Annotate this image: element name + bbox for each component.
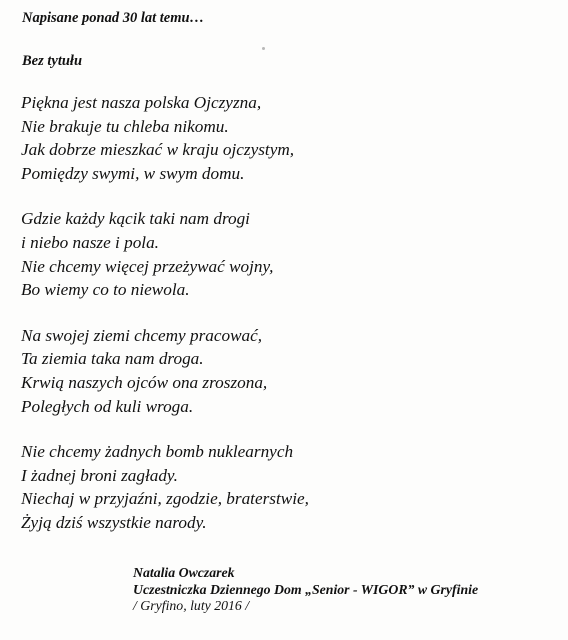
stanza-3 <box>21 324 541 418</box>
author-name: Natalia Owczarek <box>133 565 235 580</box>
poem-line: Na swojej ziemi chcemy pracować, <box>21 325 263 345</box>
poem-line: Krwią naszych ojców ona zroszona, <box>21 372 268 392</box>
document-header: Napisane ponad 30 lat temu… <box>22 10 205 26</box>
poem-line: i niebo nasze i pola. <box>21 232 159 252</box>
poem-line: Gdzie każdy kącik taki nam drogi <box>21 209 250 229</box>
poem-line: Ta ziemia taka nam droga. <box>21 349 204 369</box>
poem-line: I żadnej broni zagłady. <box>21 465 178 485</box>
poem-line: Nie chcemy więcej przeżywać wojny, <box>21 256 274 276</box>
poem-line: Piękna jest nasza polska Ojczyzna, <box>21 93 262 112</box>
poem-body <box>21 91 541 557</box>
stanza-1 <box>21 91 541 185</box>
paper-speck <box>262 47 265 50</box>
stanza-4 <box>21 440 541 534</box>
author-affiliation: Uczestniczka Dziennego Dom „Senior - WIGOR” w Gryfinie <box>133 581 479 597</box>
poem-line: Jak dobrze mieszkać w kraju ojczystym, <box>21 140 295 160</box>
poem-line: Żyją dziś wszystkie narody. <box>21 512 207 532</box>
poem-line: Poległych od kuli wroga. <box>21 396 194 416</box>
stanza-2 <box>21 207 541 301</box>
poem-line: Nie chcemy żadnych bomb nuklearnych <box>21 442 294 462</box>
poem-line: Bo wiemy co to niewola. <box>21 280 190 300</box>
place-date: / Gryfino, luty 2016 / <box>133 598 250 613</box>
signature-block <box>133 565 553 615</box>
poem-line: Pomiędzy swymi, w swym domu. <box>21 163 245 183</box>
poem-title: Bez tytułu <box>22 53 83 69</box>
poem-line: Niechaj w przyjaźni, zgodzie, braterstwie, <box>21 489 309 509</box>
poem-line: Nie brakuje tu chleba nikomu. <box>21 116 229 136</box>
